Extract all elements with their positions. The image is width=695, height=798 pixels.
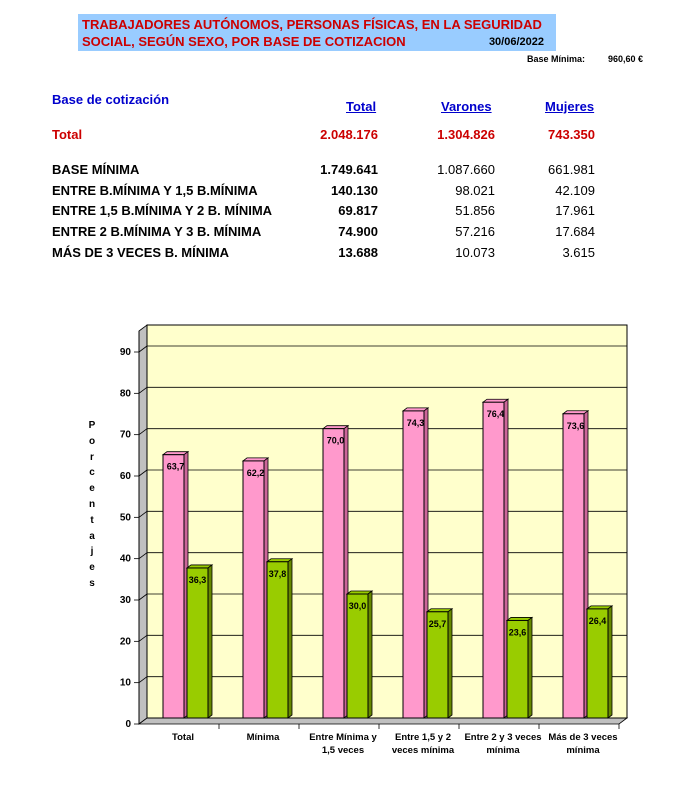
col-header-mujeres: Mujeres (545, 99, 595, 114)
col-header-total: Total (346, 99, 377, 114)
title-line-1: TRABAJADORES AUTÓNOMOS, PERSONAS FÍSICAS, EN LA SEGURIDAD (82, 17, 542, 32)
y-tick-label: 80 (119, 388, 131, 400)
bar-side (448, 609, 452, 718)
x-tick-label: Entre Mínima y (309, 732, 377, 743)
y-tick-label: 60 (119, 471, 131, 482)
bar-series-1 (243, 461, 264, 718)
data-label: 62,2 (246, 467, 265, 478)
bar-side (368, 591, 372, 718)
bar-series-2 (347, 594, 368, 718)
data-label: 63,7 (166, 461, 185, 472)
plot-area (147, 325, 627, 718)
x-tick-label: Total (172, 732, 194, 743)
data-label: 70,0 (326, 435, 345, 446)
row-mujeres: 17.961 (555, 203, 595, 218)
floor (139, 718, 627, 724)
bar-series-1 (323, 429, 344, 718)
y-tick-label: 0 (125, 719, 131, 730)
row-total: 13.688 (338, 245, 378, 260)
x-tick-label: 1,5 veces (321, 745, 365, 756)
x-tick-label: veces mínima (391, 745, 455, 756)
base-minima-label: Base Mínima: (527, 54, 586, 64)
row-label: ENTRE 1,5 B.MÍNIMA Y 2 B. MÍNIMA (52, 203, 273, 218)
bar-side (288, 559, 292, 718)
data-label: 73,6 (566, 420, 585, 431)
row-mujeres: 17.684 (555, 224, 595, 239)
row-varones: 10.073 (455, 245, 495, 260)
row-label: ENTRE B.MÍNIMA Y 1,5 B.MÍNIMA (52, 183, 258, 198)
y-tick-label: 50 (119, 512, 131, 524)
data-label: 37,8 (268, 568, 287, 579)
row-mujeres: 3.615 (562, 245, 595, 260)
total-row-mujeres: 743.350 (548, 127, 595, 142)
bar-series-1 (163, 455, 184, 718)
report-date: 30/06/2022 (488, 36, 544, 48)
y-tick-label: 10 (119, 677, 131, 689)
x-tick-label: mínima (566, 745, 600, 756)
total-row-label: Total (52, 127, 83, 142)
data-label: 26,4 (588, 615, 607, 626)
data-label: 36,3 (188, 574, 207, 585)
bar-series-2 (187, 568, 208, 718)
x-tick-label: Más de 3 veces (548, 732, 618, 743)
y-tick-label: 30 (119, 595, 131, 606)
row-label: BASE MÍNIMA (52, 162, 140, 177)
bar-series-1 (563, 414, 584, 718)
base-minima-value: 960,60 € (608, 54, 644, 64)
bar-series-2 (267, 562, 288, 718)
x-tick-label: Entre 1,5 y 2 (395, 732, 451, 743)
x-tick-label: Entre 2 y 3 veces (464, 732, 542, 743)
row-label: ENTRE 2 B.MÍNIMA Y 3 B. MÍNIMA (52, 224, 262, 239)
row-total: 69.817 (338, 203, 378, 218)
row-varones: 51.856 (455, 203, 495, 218)
x-tick-label: Mínima (246, 732, 280, 743)
row-label: MÁS DE 3 VECES B. MÍNIMA (52, 245, 229, 260)
total-row-total: 2.048.176 (320, 127, 378, 142)
y-tick-label: 40 (119, 553, 131, 565)
bar-side (208, 565, 212, 718)
side-wall (139, 325, 147, 724)
y-axis-label: P o r c e n t a j e s (88, 420, 96, 589)
data-label: 74,3 (406, 417, 425, 428)
title-line-2: SOCIAL, SEGÚN SEXO, POR BASE DE COTIZACION (82, 34, 406, 49)
data-label: 30,0 (348, 601, 367, 611)
data-label: 25,7 (428, 618, 447, 629)
bar-series-1 (483, 402, 504, 718)
col-header-base: Base de cotización (52, 92, 170, 107)
y-tick-label: 70 (119, 429, 131, 441)
y-tick-label: 90 (119, 347, 131, 358)
bar-series-1 (403, 411, 424, 718)
row-total: 74.900 (338, 224, 378, 239)
row-varones: 1.087.660 (437, 162, 495, 177)
col-header-varones: Varones (441, 99, 492, 114)
row-varones: 57.216 (455, 224, 495, 239)
y-tick-label: 20 (119, 636, 131, 648)
data-label: 76,4 (486, 409, 505, 420)
total-row-varones: 1.304.826 (437, 127, 495, 142)
row-varones: 98.021 (455, 183, 495, 198)
row-total: 1.749.641 (320, 162, 378, 177)
row-mujeres: 42.109 (555, 183, 595, 198)
row-mujeres: 661.981 (548, 162, 595, 177)
data-label: 23,6 (508, 627, 527, 638)
bar-side (528, 617, 532, 718)
bar-side (608, 606, 612, 718)
row-total: 140.130 (331, 183, 378, 198)
x-tick-label: mínima (486, 745, 520, 756)
